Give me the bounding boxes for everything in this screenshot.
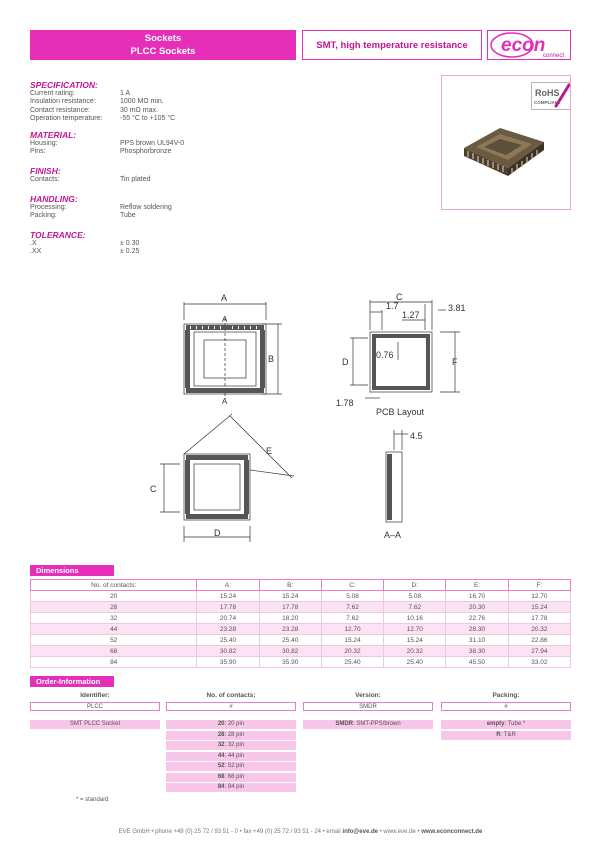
spec-label: Packing: (30, 212, 57, 220)
table-cell: 33.02 (508, 657, 570, 668)
table-row (31, 624, 571, 635)
table-cell: 20.32 (384, 646, 446, 657)
spec-label: Contacts: (30, 176, 60, 183)
contacts-item (166, 752, 296, 761)
table-cell: 30.82 (197, 646, 259, 657)
table-cell: 35.90 (259, 657, 321, 668)
dim-3-81-label: 3.81 (448, 303, 466, 313)
table-header-row (31, 580, 571, 591)
dimensions-table (30, 579, 571, 668)
dim-f-label: F (452, 357, 458, 367)
dim-d-pcb-label: D (342, 357, 349, 367)
section-a-bottom: A (222, 397, 228, 406)
contacts-code: 44 (217, 752, 225, 759)
table-header-cell: A: (197, 580, 259, 591)
table-cell: 84 (31, 657, 197, 668)
table-cell: 20.30 (446, 602, 508, 613)
table-cell: 16.70 (446, 591, 508, 602)
contacts-item (166, 720, 296, 729)
order-contacts-list (166, 720, 296, 794)
spec-label: Processing: (30, 204, 67, 211)
spec-value: 1000 MΩ min. (120, 98, 164, 106)
technical-drawing (150, 290, 480, 550)
contacts-desc: : 44 pin (224, 752, 245, 759)
spec-value: 1 A (120, 90, 131, 97)
spec-label: Current rating: (30, 90, 75, 97)
packing-item (441, 731, 571, 740)
table-cell: 12.70 (508, 591, 570, 602)
handling-rows (30, 204, 330, 221)
spec-value: ± 0.25 (120, 248, 140, 256)
contacts-desc: : 84 pin (224, 784, 245, 790)
tolerance-rows (30, 240, 330, 257)
table-cell: 28 (31, 602, 197, 613)
table-row (31, 635, 571, 646)
table-cell: 20.32 (321, 646, 383, 657)
econ-logo-icon (488, 31, 570, 59)
contacts-desc: : 52 pin (224, 763, 245, 769)
table-cell: 68 (31, 646, 197, 657)
table-cell: 52 (31, 635, 197, 646)
table-row (31, 602, 571, 613)
table-cell: 25.40 (384, 657, 446, 668)
table-cell: 20.32 (508, 624, 570, 635)
contacts-code: 84 (217, 784, 225, 790)
dim-b-label: B (268, 354, 275, 364)
table-cell: 7.62 (384, 602, 446, 613)
material-rows (30, 140, 330, 157)
packing-code: empty (486, 721, 505, 727)
econ-logo (487, 30, 571, 60)
footer-mid: • www.eve.de • (377, 829, 422, 835)
version-desc: : SMT-PPS/brown (352, 721, 401, 727)
header-title-line2: PLCC Sockets (130, 46, 196, 57)
spec-value: 30 mΩ max. (120, 106, 158, 114)
spec-rows (30, 90, 330, 124)
contacts-item (166, 783, 296, 792)
table-cell: 45.50 (446, 657, 508, 668)
table-cell: 5.08 (384, 591, 446, 602)
table-cell: 38.30 (446, 646, 508, 657)
spec-label: Operation temperature: (30, 114, 103, 122)
contacts-item (166, 741, 296, 750)
dim-1-7-label: 1.7 (386, 301, 399, 311)
contacts-code: 32 (217, 742, 225, 748)
table-row (31, 591, 571, 602)
table-row (31, 646, 571, 657)
table-cell: 20 (31, 591, 197, 602)
table-cell: 12.70 (321, 624, 383, 635)
pcb-layout-label: PCB Layout (376, 407, 425, 417)
dimensions-title: Dimensions (30, 565, 114, 576)
table-cell: 15.24 (384, 635, 446, 646)
contacts-code: 28 (217, 731, 225, 738)
spec-value: Tin plated (120, 176, 151, 183)
material-heading: MATERIAL: (30, 130, 77, 140)
section-aa-label: A–A (384, 530, 402, 540)
dim-1-27-label: 1.27 (402, 310, 420, 320)
table-cell: 31.10 (446, 635, 508, 646)
section-a-top: A (222, 315, 228, 324)
order-code-packing: # (441, 702, 571, 711)
tolerance-heading: TOLERANCE: (30, 230, 86, 240)
table-cell: 28.30 (446, 624, 508, 635)
dim-1-78-label: 1.78 (336, 398, 354, 408)
order-version-item (303, 720, 433, 729)
spec-heading: SPECIFICATION: (30, 80, 98, 90)
table-header-cell: B: (259, 580, 321, 591)
table-cell: 25.40 (259, 635, 321, 646)
table-cell: 5.08 (321, 591, 383, 602)
table-cell: 44 (31, 624, 197, 635)
rohs-line2: COMPLIANT (534, 100, 561, 105)
spec-label: Contact resistance: (30, 106, 90, 114)
footer-email[interactable]: info@eve.de (342, 829, 378, 835)
table-cell: 12.70 (384, 624, 446, 635)
spec-value: PPS brown UL94V-0 (120, 140, 185, 147)
packing-desc: : Tube * (504, 721, 526, 727)
table-cell: 17.78 (197, 602, 259, 613)
specs-section (30, 80, 330, 257)
footer-web[interactable]: www.econconnect.de (421, 829, 483, 835)
spec-value: -55 °C to +105 °C (120, 114, 176, 122)
packing-code: R (496, 731, 501, 738)
contacts-desc: : 68 pin (224, 773, 245, 780)
table-cell: 15.24 (321, 635, 383, 646)
logo-sub: connect (543, 53, 565, 59)
footer-prefix: EVE GmbH • phone +49 (0) 25 72 / 93 51 - 0 • fax +49 (0) 25 72 / 93 51 - 24 • email (118, 829, 343, 835)
table-cell: 30.82 (259, 646, 321, 657)
table-header-cell: C: (321, 580, 383, 591)
spec-value: Tube (120, 212, 136, 220)
plcc-socket-image (442, 76, 570, 209)
footer (0, 829, 601, 835)
spec-label: Housing: (30, 140, 58, 147)
finish-heading: FINISH: (30, 166, 61, 176)
table-cell: 15.24 (259, 591, 321, 602)
table-cell: 7.62 (321, 602, 383, 613)
contacts-code: 52 (217, 763, 225, 769)
table-cell: 32 (31, 613, 197, 624)
table-header-cell: No. of contacts: (31, 580, 197, 591)
table-header-cell: D: (384, 580, 446, 591)
table-cell: 35.90 (197, 657, 259, 668)
contacts-item (166, 773, 296, 782)
header-subtitle: SMT, high temperature resistance (302, 30, 482, 60)
dim-4-5-label: 4.5 (410, 431, 423, 441)
dim-c-pcb-label: C (396, 292, 403, 302)
logo-text: econ (501, 35, 546, 56)
dim-d-label: D (214, 528, 221, 538)
dim-0-76-label: 0.76 (376, 350, 394, 360)
product-image-box (441, 75, 571, 210)
table-row (31, 657, 571, 668)
table-cell: 7.62 (321, 613, 383, 624)
order-code-identifier: PLCC (30, 702, 160, 711)
table-cell: 23.28 (259, 624, 321, 635)
rohs-line1: RoHS (535, 88, 560, 98)
spec-label: .XX (30, 248, 42, 256)
spec-value: ± 0.30 (120, 240, 140, 247)
order-identifier-desc: SMT PLCC Socket (30, 720, 160, 729)
contacts-desc: : 28 pin (224, 731, 245, 738)
table-cell: 22.76 (446, 613, 508, 624)
dim-c-label: C (150, 484, 157, 494)
table-cell: 17.78 (259, 602, 321, 613)
contacts-desc: : 32 pin (224, 742, 245, 748)
table-cell: 23.28 (197, 624, 259, 635)
table-cell: 22.86 (508, 635, 570, 646)
order-header-version: Version: (355, 692, 381, 699)
contacts-item (166, 762, 296, 771)
order-header-contacts: No. of contacts: (206, 692, 256, 699)
table-cell: 18.20 (259, 613, 321, 624)
spec-value: Phosphorbronze (120, 148, 172, 156)
contacts-code: 20 (217, 721, 225, 727)
table-cell: 15.24 (508, 602, 570, 613)
header-title-line1: Sockets (144, 33, 182, 44)
contacts-item (166, 731, 296, 740)
dim-e-label: E (266, 446, 273, 456)
table-cell: 25.40 (321, 657, 383, 668)
order-title: Order-Information (30, 676, 114, 687)
table-row (31, 613, 571, 624)
handling-heading: HANDLING: (30, 194, 78, 204)
table-header-cell: F: (508, 580, 570, 591)
table-cell: 15.24 (197, 591, 259, 602)
packing-desc: : T&R (500, 731, 516, 738)
contacts-desc: : 20 pin (224, 721, 245, 727)
order-header-identifier: Identifier: (80, 692, 110, 699)
header-title-box (30, 30, 296, 60)
spec-value: Reflow soldering (120, 204, 172, 211)
dim-a-label: A (221, 293, 228, 303)
spec-label: Insulation resistance: (30, 98, 96, 106)
table-cell: 17.78 (508, 613, 570, 624)
table-cell: 25.40 (197, 635, 259, 646)
table-cell: 10.16 (384, 613, 446, 624)
finish-rows (30, 176, 330, 185)
contacts-code: 68 (217, 773, 225, 780)
spec-label: .X (30, 240, 37, 247)
order-packing-list (441, 720, 571, 741)
table-header-cell: E: (446, 580, 508, 591)
spec-label: Pins: (30, 148, 46, 156)
order-header-packing: Packing: (492, 692, 520, 699)
order-code-contacts: # (166, 702, 296, 711)
order-code-version: SMDR (303, 702, 433, 711)
table-cell: 27.94 (508, 646, 570, 657)
standard-note: * = standard (76, 797, 109, 803)
version-code: SMDR (335, 721, 353, 727)
packing-item (441, 720, 571, 729)
table-cell: 20.74 (197, 613, 259, 624)
